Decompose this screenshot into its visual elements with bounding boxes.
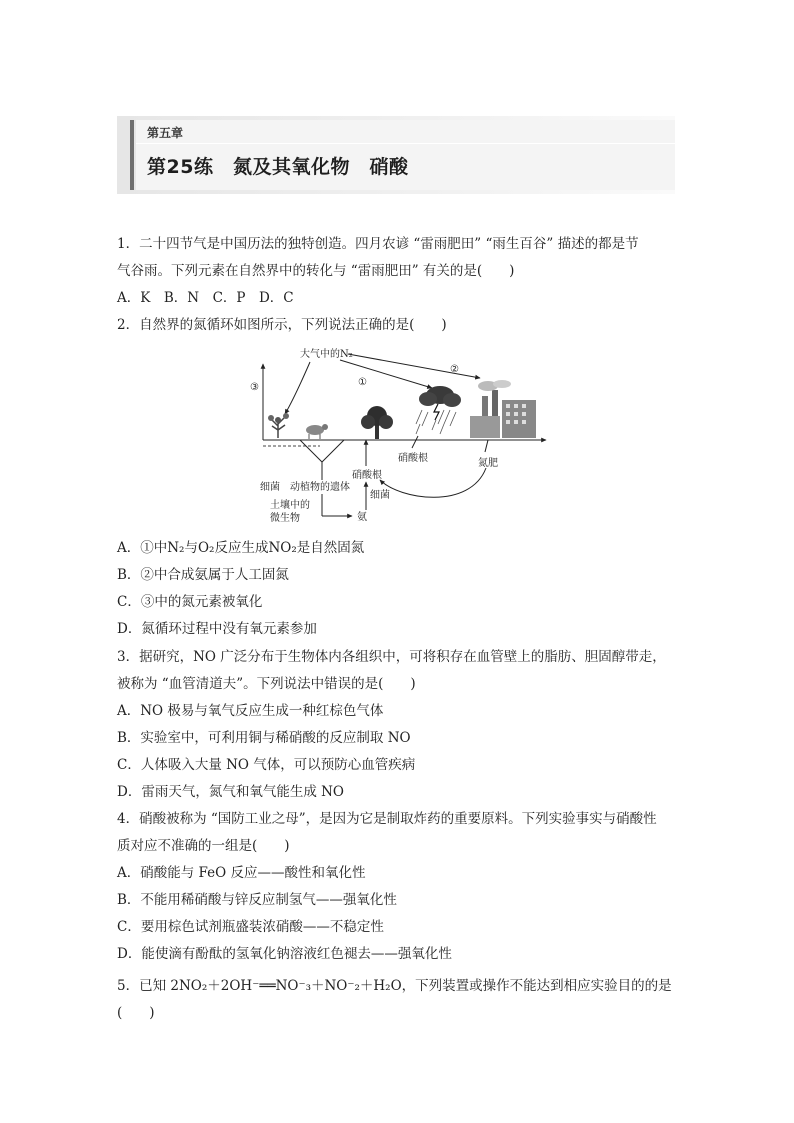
marker-3: ③ [250, 382, 259, 393]
fertilizer-label: 氮肥 [478, 458, 498, 469]
marker-2: ② [450, 364, 459, 375]
nitrate-label-1: 硝酸根 [352, 470, 382, 481]
n2-label: 大气中的N₂ [300, 349, 353, 360]
q4-option-c: C．要用棕色试剂瓶盛装浓硝酸——不稳定性 [117, 919, 384, 935]
q3-option-d: D．雷雨天气，氮气和氧气能生成 NO [117, 784, 344, 800]
q3-stem-line2: 被称为 “血管清道夫”。下列说法中错误的是( ) [117, 676, 416, 692]
q4-option-a: A．硝酸能与 FeO 反应——酸性和氧化性 [117, 865, 366, 881]
arrow-2-industry [348, 354, 480, 378]
bacteria-label-2: 细菌 [370, 490, 390, 501]
tree-icon [361, 406, 393, 439]
factory-to-fertilizer [485, 440, 488, 452]
q4-option-b: B．不能用稀硝酸与锌反应制氢气——强氧化性 [117, 892, 397, 908]
q4-stem-line1: 4．硝酸被称为 “国防工业之母”，是因为它是制取炸药的重要原料。下列实验事实与硝酸性 [117, 811, 657, 827]
arrow-1-lightning [340, 360, 432, 388]
q3-option-c: C．人体吸入大量 NO 气体，可以预防心血管疾病 [117, 757, 416, 773]
v-connector [300, 440, 344, 462]
q5-stem-line2: ( ) [117, 1005, 155, 1021]
q1-stem-line2: 气谷雨。下列元素在自然界中的转化与 “雷雨肥田” 有关的是( ) [117, 263, 515, 279]
bacteria-label-1: 细菌 [260, 482, 280, 493]
chapter-label: 第五章 [147, 126, 184, 140]
nitrogen-cycle-diagram [240, 340, 560, 530]
q2-option-d: D．氮循环过程中没有氧元素参加 [117, 621, 317, 637]
q5-stem-line1: 5．已知 2NO₂＋2OH⁻══NO⁻₃＋NO⁻₂＋H₂O，下列装置或操作不能达到相应实验目的的是 [117, 978, 672, 994]
arrow-n2-to-plant [285, 362, 310, 414]
q2-option-b: B．②中合成氨属于人工固氮 [117, 567, 289, 583]
soil-label-line1: 土壤中的 [270, 500, 310, 511]
q3-stem-line1: 3．据研究，NO 广泛分布于生物体内各组织中，可将积存在血管壁上的脂肪、胆固醇带走， [117, 649, 666, 665]
page-title: 第25练 氮及其氧化物 硝酸 [147, 156, 409, 178]
animal-icon [306, 424, 328, 439]
ammonia-label: 氨 [357, 512, 367, 523]
rain-to-nitrate [412, 436, 418, 448]
header-accent-bar [130, 120, 134, 190]
q3-option-a: A．NO 极易与氧气反应生成一种红棕色气体 [117, 703, 384, 719]
header-divider [136, 143, 675, 144]
q4-option-d: D．能使滴有酚酞的氢氧化钠溶液红色褪去——强氧化性 [117, 946, 452, 962]
q1-stem-line1: 1．二十四节气是中国历法的独特创造。四月农谚 “雷雨肥田” “雨生百谷” 描述的都是节 [117, 236, 639, 252]
soil-label-line2: 微生物 [270, 513, 300, 524]
marker-1: ① [358, 377, 367, 388]
q2-option-a: A．①中N₂与O₂反应生成NO₂是自然固氮 [117, 540, 365, 556]
arrow-fertilizer-to-soil [380, 468, 486, 497]
plant-icon [268, 413, 289, 438]
factory-icon [470, 380, 536, 438]
q2-option-c: C．③中的氮元素被氧化 [117, 594, 263, 610]
q3-option-b: B．实验室中，可利用铜与稀硝酸的反应制取 NO [117, 730, 411, 746]
nitrate-label-2: 硝酸根 [398, 453, 428, 464]
q2-stem: 2．自然界的氮循环如图所示，下列说法正确的是( ) [117, 317, 447, 333]
q1-options: A．K B．N C．P D．C [117, 290, 294, 306]
q4-stem-line2: 质对应不准确的一组是( ) [117, 838, 290, 854]
rain-icon [416, 410, 456, 434]
remains-label: 动植物的遗体 [290, 482, 350, 493]
